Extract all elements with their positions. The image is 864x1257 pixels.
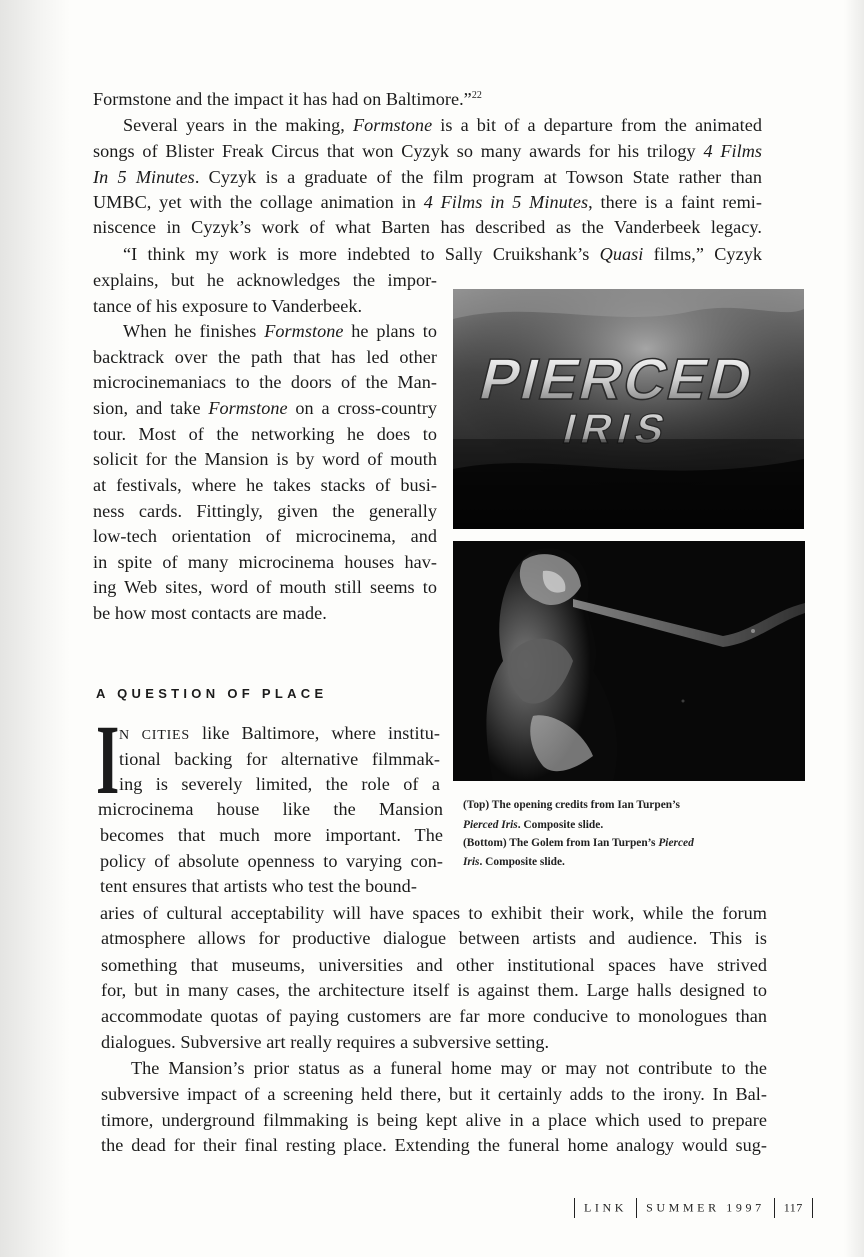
text-line: be how most contacts are made. xyxy=(93,603,327,623)
footer-divider xyxy=(636,1198,637,1218)
section-heading: A QUESTION OF PLACE xyxy=(96,686,328,701)
text-line: subversive impact of a screening held there, but it certainly adds to the irony. In Bal- xyxy=(101,1084,767,1104)
text-line: for, but in many cases, the architecture itself is against them. Large halls designed to xyxy=(101,980,767,1000)
text-line: Several years in the making, Formstone is a bit of a departure from the animated xyxy=(123,115,763,135)
text-line: tent ensures that artists who test the bound- xyxy=(100,876,417,896)
text-line: UMBC, yet with the collage animation in 4 Films in 5 Minutes, there is a faint remi- xyxy=(93,192,763,212)
footnote-ref: 22 xyxy=(471,89,482,101)
text-line: tance of his exposure to Vanderbeek. xyxy=(93,296,363,316)
footer-magazine: LINK xyxy=(584,1200,628,1215)
text-line: tional backing for alternative filmmak- xyxy=(119,749,440,769)
text-line: niscence in Cyzyk’s work of what Barten has described as the Vanderbeek legacy. xyxy=(93,217,762,237)
text-line: timore, underground filmmaking is being kept alive in a place which used to prepare xyxy=(101,1110,767,1130)
text-line: The Mansion’s prior status as a funeral home may or may not contribute to the xyxy=(131,1058,767,1078)
text-line: “I think my work is more indebted to Sally Cruikshank’s Quasi films,” Cyzyk xyxy=(123,244,762,264)
text-line: dialogues. Subversive art really requires a subversive setting. xyxy=(101,1032,550,1052)
text-line: ing is severely limited, the role of a xyxy=(119,774,440,794)
running-footer xyxy=(565,1198,822,1218)
caption-line: Iris. Composite slide. xyxy=(463,856,565,868)
photo-golem xyxy=(453,541,805,781)
text-line: aries of cultural acceptability will have spaces to exhibit their work, while the forum xyxy=(100,903,767,923)
text-line: In 5 Minutes. Cyzyk is a graduate of the film program at Towson State rather than xyxy=(93,167,762,187)
text-line: at festivals, where he takes stacks of busi- xyxy=(93,475,437,495)
text-line: songs of Blister Freak Circus that won Cyzyk so many awards for his trilogy 4 Films xyxy=(93,141,763,161)
text-line: Formstone and the impact it has had on Baltimore.”$^{22}$ xyxy=(93,89,482,109)
text-line: sion, and take Formstone on a cross-country xyxy=(93,398,438,418)
page-gutter-shadow xyxy=(0,0,70,1257)
footer-issue: SUMMER 1997 xyxy=(646,1200,765,1215)
text-line: something that museums, universities and other institutional spaces have strived xyxy=(101,955,767,975)
text-line: backtrack over the path that has led other xyxy=(93,347,437,367)
text-line: When he finishes Formstone he plans to xyxy=(123,321,437,341)
svg-text:IRIS: IRIS xyxy=(558,405,676,453)
text-line: tour. Most of the networking he does to xyxy=(93,424,437,444)
page-number: 117 xyxy=(783,1200,803,1215)
text-line: atmosphere allows for productive dialogue between artists and audience. This is xyxy=(101,928,767,948)
text-line: solicit for the Mansion is by word of mouth xyxy=(93,449,437,469)
caption-line: Pierced Iris. Composite slide. xyxy=(463,819,604,831)
text-line: microcinemaniacs to the doors of the Man- xyxy=(93,372,437,392)
text-line: in spite of many microcinema houses hav- xyxy=(93,552,437,572)
text-line: becomes that much more important. The xyxy=(100,825,443,845)
text-line: microcinema house like the Mansion xyxy=(98,799,443,819)
text-line: accommodate quotas of paying customers are far more conducive to monologues than xyxy=(101,1006,767,1026)
text-line: the dead for their final resting place. Extending the funeral home analogy would sug- xyxy=(101,1135,767,1155)
text-line: ing Web sites, word of mouth still seems to xyxy=(93,577,437,597)
footer-divider xyxy=(574,1198,575,1218)
text-line: policy of absolute openness to varying con- xyxy=(100,851,443,871)
caption-line: (Top) The opening credits from Ian Turpen’s xyxy=(463,799,680,811)
page-edge-shadow xyxy=(844,0,864,1257)
footer-divider xyxy=(774,1198,775,1218)
text-line: N CITIES like Baltimore, where institu- xyxy=(119,723,440,743)
caption-line: (Bottom) The Golem from Ian Turpen’s Pierced xyxy=(463,837,694,849)
drop-cap: I xyxy=(96,704,120,815)
text-line: low-tech orientation of microcinema, and xyxy=(93,526,437,546)
footer-divider xyxy=(812,1198,813,1218)
text-line: ness cards. Fittingly, given the generally xyxy=(93,501,437,521)
photo-pierced-iris-credits xyxy=(453,289,804,529)
text-line: explains, but he acknowledges the impor- xyxy=(93,270,437,290)
svg-text:PIERCED: PIERCED xyxy=(473,347,762,412)
